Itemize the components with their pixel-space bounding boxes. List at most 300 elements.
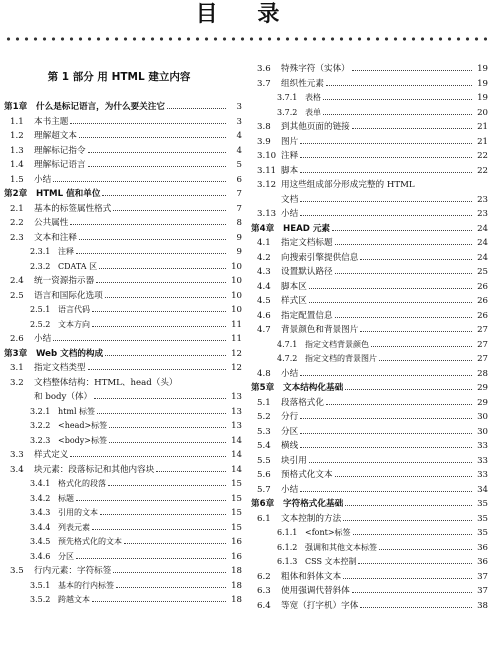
toc-entry-number: 6.1.2 [277,542,298,552]
toc-entry-number: 2.2 [10,218,24,228]
toc-entry [4,158,242,173]
toc-entry-title: 行内元素：字符标签 [34,566,112,576]
dot-leader [167,107,226,109]
toc-entry-title: 指定文档的背景图片 [305,354,377,363]
toc-entry [251,410,488,425]
toc-entry-title: 表格 [305,93,321,102]
dot-leader [326,84,472,86]
dot-leader [124,542,226,544]
toc-entry-page: 22 [477,151,488,161]
toc-entry-title: 跨越文本 [58,595,90,604]
toc-entry [251,120,488,135]
toc-entry-title: 粗体和斜体文本 [281,571,342,582]
toc-entry [4,434,242,449]
toc-entry-page: 21 [477,136,488,147]
dot-leader [345,388,472,390]
dot-leader [105,296,226,298]
dot-leader [335,475,472,477]
dot-leader [105,354,226,356]
toc-entry-title: 图片 [281,136,299,147]
toc-entry-number: 3.12 [257,180,277,190]
toc-entry-number: 3.2 [10,377,24,388]
toc-entry [251,77,488,92]
toc-entry [4,463,242,478]
toc-entry-title: 理解超文本 [34,131,77,141]
toc-entry-page: 14 [231,435,242,446]
toc-entry-page: 12 [231,348,242,359]
dot-leader [70,122,226,124]
toc-entry-number: 6.1.1 [277,528,298,537]
dot-leader [96,281,226,283]
toc-entry [251,135,488,150]
toc-entry-page: 27 [477,339,488,350]
toc-entry-page: 33 [477,441,488,451]
dot-leader [88,368,226,370]
toc-entry [251,309,488,324]
toc-entry-number: 5.6 [257,470,271,480]
toc-entry [251,236,488,251]
dot-leader [100,513,226,515]
toc-entry [4,550,242,565]
toc-entry [4,535,242,550]
toc-entry-number: 3.6 [257,64,271,74]
toc-entry-number: 1.5 [10,174,24,185]
toc-entry [4,419,242,434]
toc-entry [251,599,488,614]
toc-entry-number: 3.4.4 [30,522,51,532]
dot-leader [343,577,472,579]
toc-entry [4,231,242,246]
toc-entry-title: 语言和国际化选项 [34,290,103,301]
dot-leader [352,127,472,129]
toc-entry [251,352,488,367]
toc-entry-page: 25 [477,267,488,277]
toc-entry-number: 3.2.2 [30,421,51,430]
toc-entry [251,526,488,541]
toc-entry-page: 13 [231,406,242,417]
toc-entry-title: 统一资源指示器 [34,276,95,286]
toc-entry-title: 向搜索引擎提供信息 [281,252,359,263]
toc-entry-page: 36 [477,542,488,553]
dot-leader [53,339,226,341]
dot-leader [76,557,226,559]
toc-entry-number: 3.5 [10,566,24,576]
toc-entry [4,303,242,318]
toc-entry-page: 24 [477,223,488,234]
toc-entry-title: 语言代码 [58,305,90,314]
toc-entry-page: 26 [477,281,488,292]
toc-entry-page: 15 [231,493,242,504]
dot-leader [343,519,472,521]
toc-entry-title: 预先格式化的文本 [58,537,122,546]
toc-entry [251,367,488,382]
toc-entry [4,390,242,405]
toc-entry [251,149,488,164]
toc-entry-title: 设置默认路径 [281,267,333,277]
toc-entry-number: 6.1 [257,513,271,524]
toc-entry-number: 第6章 [251,499,275,509]
toc-entry [251,91,488,106]
toc-entry-number: 6.1.3 [277,557,298,566]
dot-leader [335,243,472,245]
toc-entry-page: 5 [236,160,242,170]
toc-entry [251,454,488,469]
toc-entry [251,512,488,527]
toc-entry-number: 4.7.1 [277,339,298,349]
toc-entry-title: 组织性元素 [281,78,324,89]
toc-entry [4,173,242,188]
toc-entry-number: 第5章 [251,383,275,393]
toc-entry-page: 37 [477,586,488,596]
toc-entry-number: 3.4.5 [30,537,51,546]
toc-entry [4,260,242,275]
dot-leader [300,432,472,434]
dot-leader [300,200,472,202]
toc-entry-page: 11 [231,319,242,330]
dot-leader [76,252,226,254]
toc-entry [251,62,488,77]
dot-leader [360,258,472,260]
dot-leader [300,417,472,419]
toc-entry-page: 24 [477,252,488,263]
toc-entry-page: 38 [477,600,488,611]
dot-leader [379,548,472,550]
dot-leader [102,194,226,196]
toc-entry-title: 小结 [34,334,52,344]
toc-entry-title: 标题 [58,493,74,503]
toc-entry-title: 脚本 [281,165,299,176]
toc-entry-title: 注释 [58,247,74,256]
toc-entry-title: 和 body（体） [34,392,93,402]
toc-entry-page: 30 [477,426,488,437]
toc-entry [4,492,242,507]
toc-entry-page: 33 [477,470,488,480]
toc-entry-number: 3.8 [257,122,271,132]
toc-entry-page: 36 [477,557,488,567]
toc-entry-number: 3.4.1 [30,479,51,488]
toc-entry-number: 3.4.6 [30,551,51,561]
toc-entry-page: 9 [236,232,242,243]
toc-entry-title: 块元素：段落标记和其他内容块 [34,464,155,475]
toc-entry-number: 2.3.1 [30,247,51,256]
toc-entry-number: 第1章 [4,102,28,112]
toc-entry-title: HTML 值和单位 [36,189,101,199]
toc-entry-number: 3.4.2 [30,493,51,503]
toc-entry-number: 第4章 [251,223,275,234]
toc-entry-page: 15 [231,508,242,518]
toc-entry-title: 理解标记指令 [34,145,86,156]
toc-entry-title: 文本和注释 [34,232,77,243]
toc-entry-title: CSS 文本控制 [305,557,357,566]
toc-chapter-entry [251,381,488,396]
toc-entry-page: 19 [477,64,488,74]
toc-entry-page: 14 [231,464,242,475]
toc-entry-number: 4.4 [257,281,271,292]
toc-entry-title: 文本方向 [58,319,90,329]
toc-entry-page: 20 [477,107,488,118]
dot-leader [108,484,226,486]
dot-leader [352,591,472,593]
toc-entry-title: 指定文档类型 [34,363,86,373]
toc-entry-title: 理解标记语言 [34,160,86,170]
toc-entry-page: 29 [477,397,488,408]
toc-entry-title: 文档 [281,194,299,205]
toc-entry-page: 19 [477,78,488,89]
toc-entry [4,579,242,594]
toc-entry [4,564,242,579]
toc-entry-title: HEAD 元素 [283,223,331,234]
dot-leader [92,528,226,530]
dot-leader [309,287,472,289]
dot-leader [99,267,226,269]
toc-entry-number: 5.5 [257,455,271,466]
toc-entry-number: 4.7.2 [277,354,298,363]
toc-entry-page: 34 [477,484,488,495]
toc-entry [251,106,488,121]
toc-entry-number: 3.5.2 [30,595,51,604]
toc-entry [4,115,242,130]
dot-leader [353,533,472,535]
toc-entry-page: 4 [236,145,242,156]
toc-entry-page: 3 [236,102,242,112]
toc-entry [251,439,488,454]
toc-entry-title: 分区 [58,551,74,561]
toc-entry [4,129,242,144]
toc-entry-number: 5.2 [257,412,271,422]
toc-entry-title: 特殊字符（实体） [281,64,350,74]
toc-entry-number: 3.11 [257,165,277,176]
toc-entry-number: 3.1 [10,363,24,373]
toc-entry-number: 3.10 [257,151,277,161]
dot-leader [332,229,472,231]
toc-chapter-entry [4,347,242,362]
toc-entry-page: 18 [231,566,242,576]
toc-entry-number: 2.5.2 [30,319,51,329]
toc-entry [251,323,488,338]
toc-entry-page: 27 [477,325,488,335]
toc-entry-number: 1.4 [10,160,24,170]
toc-entry-title: 横线 [281,441,299,451]
toc-entry-page: 14 [231,450,242,460]
toc-chapter-entry [251,222,488,237]
dot-leader [79,238,226,240]
toc-entry-title: 基本的行内标签 [58,580,114,590]
toc-entry-number: 3.4 [10,464,24,475]
toc-entry-page: 15 [231,522,242,533]
toc-entry-number: 第3章 [4,348,28,359]
toc-entry [4,216,242,231]
dot-leader [379,359,472,361]
toc-entry [251,280,488,295]
toc-entry-number: 1.2 [10,131,24,141]
toc-entry-page: 26 [477,310,488,321]
toc-entry-title: 用这些组成部分形成完整的 HTML [281,180,415,190]
toc-entry-page: 16 [231,551,242,562]
dot-leader [352,69,472,71]
dot-leader [92,325,226,327]
toc-entry-page: 19 [477,93,488,103]
toc-entry-title: 强调和其他文本标签 [305,542,377,552]
toc-entry-number: 2.6 [10,334,24,344]
dot-leader [92,310,226,312]
toc-entry-page: 13 [231,392,242,402]
toc-entry-number: 3.9 [257,136,271,147]
toc-entry-number: 2.3.2 [30,261,51,271]
dot-leader [300,446,472,448]
page-title: 目 录 [195,2,296,27]
dot-leader [300,214,472,216]
toc-entry-title: 什么是标记语言，为什么要关注它 [36,102,165,112]
toc-entry [4,448,242,463]
toc-entry-title: 文本结构化基础 [283,383,344,393]
toc-entry [251,265,488,280]
dot-leader [156,470,226,472]
toc-entry-title: 公共属性 [34,218,69,228]
toc-entry-number: 2.3 [10,232,24,243]
toc-entry-page: 18 [231,580,242,591]
toc-entry-page: 35 [477,499,488,509]
toc-entry-number: 2.5.1 [30,305,51,314]
dotted-separator [4,36,487,42]
toc-entry-page: 29 [477,383,488,393]
dot-leader [76,499,226,501]
dot-leader [326,403,472,405]
toc-entry [4,318,242,333]
toc-entry [4,144,242,159]
toc-entry-title: 引用的文本 [58,508,98,517]
toc-entry [251,251,488,266]
toc-entry [4,376,242,391]
toc-entry-title: 等宽（打字机）字体 [281,600,359,611]
toc-entry [4,361,242,376]
toc-entry-page: 33 [477,455,488,466]
toc-entry-page: 10 [231,261,242,272]
toc-entry-page: 35 [477,528,488,538]
toc-entry-title: <font>标签 [305,528,351,537]
toc-entry-title: 列表元素 [58,522,90,532]
dot-leader [300,374,472,376]
toc-entry-page: 35 [477,513,488,524]
toc-entry-title: 小结 [281,368,299,379]
toc-entry-number: 3.2.3 [30,435,51,445]
dot-leader [309,301,472,303]
toc-entry-number: 3.7.1 [277,93,298,102]
toc-entry-page: 27 [477,354,488,364]
toc-entry [251,294,488,309]
toc-entry-number: 5.7 [257,484,271,495]
dot-leader [300,171,472,173]
toc-entry [251,555,488,570]
dot-leader [323,113,472,115]
toc-entry-page: 3 [236,116,242,127]
toc-entry [251,468,488,483]
dot-leader [300,490,472,492]
toc-entry-number: 2.1 [10,203,24,214]
dot-leader [113,209,226,211]
toc-entry-title: html 标签 [58,406,96,416]
toc-entry-number: 6.3 [257,586,271,596]
toc-entry [4,274,242,289]
toc-entry-page: 26 [477,296,488,306]
dot-leader [79,136,226,138]
toc-entry-number: 1.3 [10,145,24,156]
toc-entry-number: 3.7 [257,78,271,89]
toc-entry-title: 样式定义 [34,450,69,460]
toc-chapter-entry [251,497,488,512]
toc-entry-page: 7 [236,203,242,214]
toc-entry-number: 4.2 [257,252,271,263]
toc-entry-title: 块引用 [281,455,307,466]
toc-entry-page: 23 [477,209,488,219]
toc-entry-number: 5.3 [257,426,271,437]
toc-entry-page: 22 [477,165,488,176]
toc-entry-page: 30 [477,412,488,422]
toc-column-left [4,70,242,608]
toc-entry-title: 分区 [281,426,299,437]
toc-entry-number: 2.4 [10,276,24,286]
dot-leader [53,180,226,182]
toc-entry-number: 3.5.1 [30,580,51,590]
toc-entry-number: 5.4 [257,441,271,451]
toc-entry-title: 小结 [281,484,299,495]
toc-entry-page: 12 [231,363,242,373]
dot-leader [88,165,226,167]
toc-entry-title: 脚本区 [281,281,307,292]
toc-entry-page: 16 [231,537,242,547]
toc-entry [4,521,242,536]
toc-entry-title: 小结 [281,209,299,219]
toc-entry-title: 指定文档标题 [281,238,333,248]
dot-leader [94,397,226,399]
dot-leader [345,504,472,506]
toc-entry-number: 4.3 [257,267,271,277]
toc-column-right [251,62,488,613]
dot-leader [358,562,472,564]
toc-entry-title: <head>标签 [58,421,108,430]
toc-entry-title: 表单 [305,107,321,117]
toc-entry-number: 6.4 [257,600,271,611]
toc-entry [251,584,488,599]
dot-leader [335,272,472,274]
toc-entry-page: 21 [477,122,488,132]
toc-entry [251,193,488,208]
dot-leader [309,461,472,463]
toc-entry [251,338,488,353]
toc-entry-number: 4.8 [257,368,271,379]
toc-entry [4,593,242,608]
toc-entry [4,202,242,217]
toc-entry-number: 3.13 [257,209,277,219]
toc-entry-number: 1.1 [10,116,24,127]
toc-entry-number: 3.7.2 [277,107,298,117]
toc-entry-page: 8 [236,218,242,228]
toc-entry-title: 文档整体结构：HTML、head（头） [34,377,178,388]
dot-leader [97,412,226,414]
dot-leader [109,441,226,443]
toc-entry-page: 4 [236,131,242,141]
toc-entry-title: 本书主题 [34,116,69,127]
toc-entry-title: 分行 [281,412,299,422]
toc-entry-title: 注释 [281,151,299,161]
toc-entry-number: 4.5 [257,296,271,306]
toc-entry [251,483,488,498]
toc-entry [251,207,488,222]
toc-entry-page: 37 [477,571,488,582]
dot-leader [335,316,472,318]
toc-entry-page: 6 [236,174,242,185]
toc-entry [251,164,488,179]
toc-entry-page: 11 [231,334,242,344]
